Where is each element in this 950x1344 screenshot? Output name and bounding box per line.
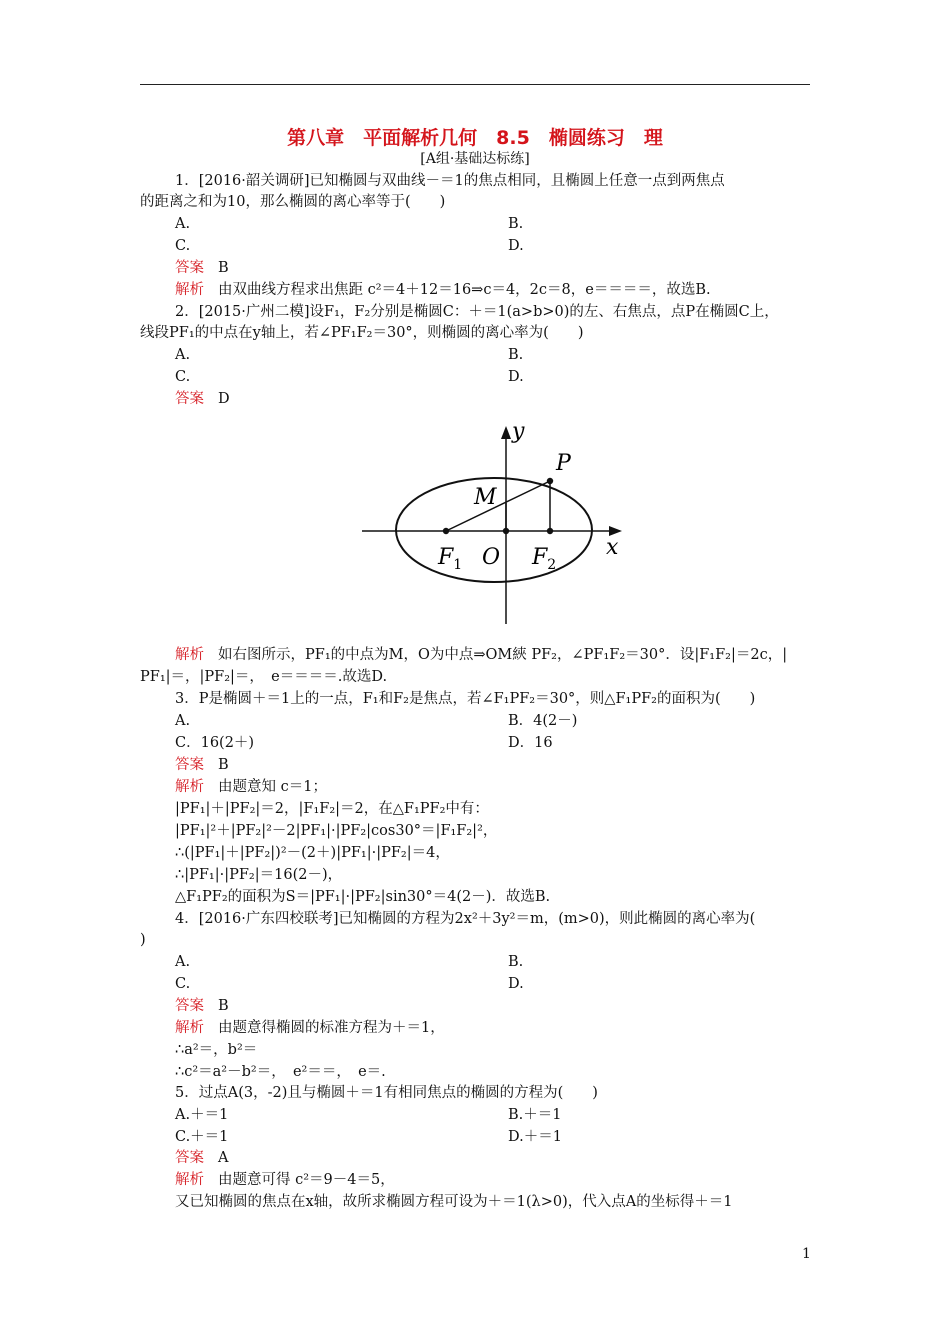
label-p: P (556, 451, 571, 476)
answer-value: D (218, 391, 230, 407)
group-subtitle: [A组·基础达标练] (420, 151, 530, 167)
q2-stem-line2: 线段PF₁的中点在y轴上，若∠PF₁F₂＝30°，则椭圆的离心率为( ) (140, 325, 584, 341)
answer-label: 答案 (175, 391, 204, 407)
q1-analysis (175, 280, 711, 300)
q1-answer (175, 258, 229, 278)
q2-option-b: B. (508, 347, 524, 363)
q5-stem: 5．过点A(3，-2)且与椭圆＋＝1有相同焦点的椭圆的方程为( ) (175, 1085, 598, 1101)
analysis-text: 由题意得椭圆的标准方程为＋＝1， (218, 1020, 445, 1036)
point-o (503, 528, 509, 534)
q3-analysis-line3: |PF₁|²＋|PF₂|²－2|PF₁|·|PF₂|cos30°＝|F₁F₂|²， (175, 823, 498, 839)
analysis-label: 解析 (175, 1020, 204, 1036)
q4-analysis-line2: ∴a²＝，b²＝ (175, 1042, 258, 1058)
answer-label: 答案 (175, 1150, 204, 1166)
analysis-label: 解析 (175, 282, 204, 298)
page-number: 1 (802, 1246, 811, 1262)
answer-value: B (218, 757, 229, 773)
q2-analysis (175, 645, 787, 665)
q3-stem: 3．P是椭圆＋＝1上的一点，F₁和F₂是焦点，若∠F₁PF₂＝30°，则△F₁PF₂的面积为( ) (175, 691, 756, 707)
label-m: M (474, 485, 497, 510)
q4-analysis-line3: ∴c²＝a²－b²＝， e²＝＝， e＝. (175, 1064, 386, 1080)
q4-stem-line1: 4．[2016·广东四校联考]已知椭圆的方程为2x²＋3y²＝m，(m>0)，则此椭圆的离心率为( (175, 911, 756, 927)
q4-option-d: D. (508, 976, 524, 992)
label-o: O (482, 545, 501, 570)
q5-analysis (175, 1170, 395, 1190)
analysis-label: 解析 (175, 647, 204, 663)
q3-option-b: B．4(2－) (508, 713, 578, 729)
q2-option-a: A. (175, 347, 191, 363)
q5-option-d: D.＋＝1 (508, 1129, 562, 1145)
analysis-text: 由双曲线方程求出焦距 c²＝4＋12＝16⇒c＝4，2c＝8，e＝＝＝＝，故选B. (218, 282, 711, 298)
q5-option-c: C.＋＝1 (175, 1129, 229, 1145)
q1-option-d: D. (508, 238, 524, 254)
q1-option-b: B. (508, 216, 524, 232)
analysis-text: 由题意可得 c²＝9－4＝5， (218, 1172, 395, 1188)
page-title: 第八章 平面解析几何 8.5 椭圆练习 理 (287, 127, 663, 149)
answer-label: 答案 (175, 998, 204, 1014)
point-f1 (443, 528, 449, 534)
q2-answer (175, 389, 230, 409)
answer-value: B (218, 260, 229, 276)
label-x: x (606, 535, 619, 560)
q1-stem-line2: 的距离之和为10，那么椭圆的离心率等于( ) (140, 194, 446, 210)
q1-option-c: C. (175, 238, 191, 254)
q5-option-a: A.＋＝1 (175, 1107, 229, 1123)
answer-label: 答案 (175, 260, 204, 276)
q2-stem-line1: 2．[2015·广州二模]设F₁，F₂分别是椭圆C：＋＝1(a>b>0)的左、右焦点，点P在椭圆C上， (175, 304, 779, 320)
q4-option-c: C. (175, 976, 191, 992)
q1-stem-line1: 1．[2016·韶关调研]已知椭圆与双曲线－＝1的焦点相同，且椭圆上任意一点到两焦点 (175, 173, 725, 189)
q3-analysis-line4: ∴(|PF₁|＋|PF₂|)²－(2＋)|PF₁|·|PF₂|＝4， (175, 845, 450, 861)
label-y: y (512, 419, 525, 444)
answer-label: 答案 (175, 757, 204, 773)
q3-analysis-line5: ∴|PF₁|·|PF₂|＝16(2－)， (175, 867, 343, 883)
label-f1: $F_1$ (438, 545, 463, 573)
q5-option-b: B.＋＝1 (508, 1107, 562, 1123)
analysis-label: 解析 (175, 779, 204, 795)
q5-analysis-line2: 又已知椭圆的焦点在x轴，故所求椭圆方程可设为＋＝1(λ>0)，代入点A的坐标得＋＝1 (175, 1194, 733, 1210)
segment-pf1 (446, 481, 550, 531)
ellipse-figure (360, 418, 630, 628)
q5-answer (175, 1148, 228, 1168)
point-p (547, 478, 553, 484)
q2-analysis-line2: PF₁|＝，|PF₂|＝， e＝＝＝＝.故选D. (140, 669, 388, 685)
q4-answer (175, 996, 229, 1016)
answer-value: A (218, 1150, 229, 1166)
label-f2: $F_2$ (532, 545, 557, 573)
q4-option-b: B. (508, 954, 524, 970)
point-f2 (547, 528, 553, 534)
q4-analysis (175, 1018, 445, 1038)
header-rule (140, 84, 810, 85)
q3-analysis (175, 777, 327, 797)
q4-stem-line2: ) (140, 932, 146, 948)
analysis-text: 如右图所示，PF₁的中点为M，O为中点⇒OM綊 PF₂，∠PF₁F₂＝30°．设|F₁F₂|＝2c，| (218, 647, 788, 663)
q1-option-a: A. (175, 216, 191, 232)
q3-option-a: A. (175, 713, 191, 729)
q3-option-d: D．16 (508, 735, 553, 751)
q3-analysis-line2: |PF₁|＋|PF₂|＝2，|F₁F₂|＝2，在△F₁PF₂中有： (175, 801, 489, 817)
q3-option-c: C．16(2＋) (175, 735, 255, 751)
answer-value: B (218, 998, 229, 1014)
analysis-label: 解析 (175, 1172, 204, 1188)
y-axis-arrow (501, 426, 511, 439)
q2-option-c: C. (175, 369, 191, 385)
q4-option-a: A. (175, 954, 191, 970)
q2-option-d: D. (508, 369, 524, 385)
q3-analysis-line6: △F₁PF₂的面积为S＝|PF₁|·|PF₂|sin30°＝4(2－)．故选B. (175, 889, 551, 905)
q3-answer (175, 755, 229, 775)
analysis-text: 由题意知 c＝1； (218, 779, 327, 795)
